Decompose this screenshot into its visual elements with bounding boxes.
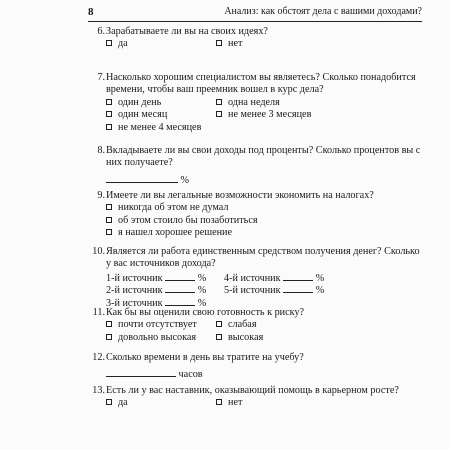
checkbox[interactable] <box>106 40 112 46</box>
option-no[interactable]: нет <box>216 38 242 50</box>
checkbox[interactable] <box>216 40 222 46</box>
question-12 <box>92 352 422 382</box>
hours-answer: часов <box>106 367 422 381</box>
income-source-3: 3-й источник % <box>106 297 207 309</box>
page-number: 8 <box>88 6 94 18</box>
question-text: Сколько времени в день вы тратите на учебу? <box>106 352 304 363</box>
answer-blank[interactable] <box>106 173 178 183</box>
question-6 <box>97 26 422 51</box>
checkbox[interactable] <box>216 321 222 327</box>
question-number: 11. <box>92 307 105 318</box>
running-header <box>88 4 422 22</box>
checkbox[interactable] <box>106 217 112 223</box>
question-text: Вкладываете ли вы свои доходы под проценты? Сколько процентов вы с них получаете? <box>106 145 421 169</box>
checkbox[interactable] <box>106 124 112 130</box>
option-one-month[interactable]: один месяц <box>106 109 167 121</box>
checkbox[interactable] <box>106 321 112 327</box>
option-no[interactable]: нет <box>216 397 242 409</box>
answer-blank[interactable] <box>106 367 176 377</box>
income-source-5: 5-й источник % <box>224 285 325 297</box>
question-text: Является ли работа единственным средством получения денег? Сколько у вас источников дохода? <box>106 246 420 270</box>
checkbox[interactable] <box>216 111 222 117</box>
option-four-months[interactable]: не менее 4 месяцев <box>106 122 201 134</box>
option-yes[interactable]: да <box>106 38 128 50</box>
question-text: Как бы вы оценили свою готовность к риску? <box>106 307 305 318</box>
income-source-1: 1-й источник % <box>106 272 207 284</box>
checkbox[interactable] <box>106 229 112 235</box>
checkbox[interactable] <box>106 99 112 105</box>
checkbox[interactable] <box>216 99 222 105</box>
answer-blank[interactable] <box>283 283 313 293</box>
percent-answer: % <box>106 173 422 187</box>
question-number: 13. <box>92 385 105 396</box>
question-7 <box>97 72 422 134</box>
checkbox[interactable] <box>106 204 112 210</box>
checkbox[interactable] <box>216 334 222 340</box>
income-source-2: 2-й источник % <box>106 285 207 297</box>
question-number: 9. <box>97 190 105 201</box>
question-text: Есть ли у вас наставник, оказывающий помощь в карьерном росте? <box>106 385 399 396</box>
checkbox[interactable] <box>106 334 112 340</box>
checkbox[interactable] <box>106 111 112 117</box>
answer-blank[interactable] <box>165 283 195 293</box>
question-number: 7. <box>97 72 105 83</box>
option-one-week[interactable]: одна неделя <box>216 97 280 109</box>
option-yes[interactable]: да <box>106 397 128 409</box>
question-number: 10. <box>92 246 105 257</box>
option-found-solution[interactable]: я нашел хорошее решение <box>106 227 422 239</box>
question-text: Зарабатываете ли вы на своих идеях? <box>106 26 268 37</box>
question-number: 6. <box>97 26 105 37</box>
checkbox[interactable] <box>106 399 112 405</box>
option-three-months[interactable]: не менее 3 месяцев <box>216 109 311 121</box>
income-source-4: 4-й источник % <box>224 272 325 284</box>
option-rather-high[interactable]: довольно высокая <box>106 332 196 344</box>
option-weak[interactable]: слабая <box>216 319 257 331</box>
option-one-day[interactable]: один день <box>106 97 161 109</box>
running-title: Анализ: как обстоят дела с вашими доходами? <box>224 6 422 17</box>
question-11 <box>92 307 422 344</box>
answer-blank[interactable] <box>283 271 313 281</box>
question-9 <box>97 190 422 240</box>
option-should-care[interactable]: об этом стоило бы позаботиться <box>106 215 422 227</box>
question-number: 12. <box>92 352 105 363</box>
checkbox[interactable] <box>216 399 222 405</box>
option-high[interactable]: высокая <box>216 332 263 344</box>
question-number: 8. <box>97 145 105 156</box>
option-never-thought[interactable]: никогда об этом не думал <box>106 202 422 214</box>
option-almost-none[interactable]: почти отсутствует <box>106 319 197 331</box>
question-10 <box>92 246 422 309</box>
answer-blank[interactable] <box>165 271 195 281</box>
question-text: Насколько хорошим специалистом вы являетесь? Сколько понадобится времени, чтобы ваш преемник вошел в курс дела? <box>106 72 416 96</box>
question-text: Имеете ли вы легальные возможности экономить на налогах? <box>106 190 374 201</box>
answer-blank[interactable] <box>165 296 195 306</box>
question-13 <box>92 385 422 410</box>
question-8 <box>97 145 422 187</box>
